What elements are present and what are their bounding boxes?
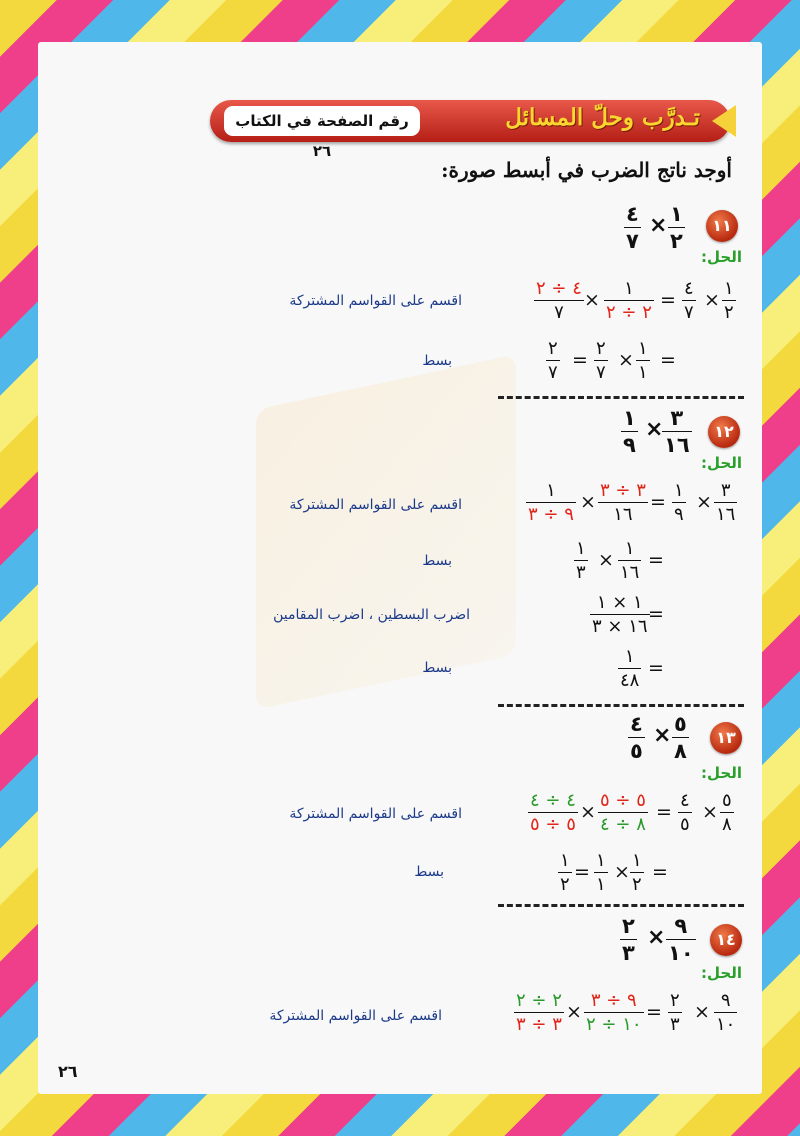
equals-sign: = — [656, 801, 672, 823]
equals-sign: = — [574, 861, 590, 883]
fraction: ٢ ٣ — [670, 990, 680, 1035]
section-banner — [210, 100, 730, 160]
book-watermark — [256, 354, 516, 709]
fraction: ١ ٢ — [632, 850, 642, 895]
equals-sign: = — [650, 491, 666, 513]
fraction: ٢ ÷ ٢ ٣ ÷ ٣ — [516, 990, 562, 1035]
solution-label: الحل: — [701, 248, 742, 266]
times-sign: × — [598, 549, 614, 571]
fraction: ٣ ١٦ — [716, 480, 736, 525]
fraction: ٢ ٧ — [596, 338, 606, 383]
fraction: ١ ٢ — [724, 278, 734, 323]
fraction: ١ ٢ — [560, 850, 570, 895]
step-note: بسط — [414, 864, 444, 880]
fraction: ١ ٢ — [670, 202, 683, 253]
step-note: اقسم على القواسم المشتركة — [289, 293, 462, 309]
equals-sign: = — [648, 549, 664, 571]
fraction: ٩ ÷ ٣ ١٠ ÷ ٢ — [586, 990, 642, 1035]
divider — [498, 904, 744, 907]
times-sign: × — [702, 801, 718, 823]
solution-label: الحل: — [701, 454, 742, 472]
problem-number: ١٤ — [710, 924, 742, 956]
fraction: ١ ٩ — [674, 480, 684, 525]
times-sign: × — [704, 289, 720, 311]
worksheet-page — [38, 42, 762, 1094]
fraction: ٥ ÷ ٥ ٨ ÷ ٤ — [600, 790, 646, 835]
solution-label: الحل: — [701, 764, 742, 782]
fraction: ٤ ÷ ٢ ٧ — [536, 278, 582, 323]
fraction: ١ × ١ ١٦ × ٣ — [592, 592, 648, 637]
equals-sign: = — [652, 861, 668, 883]
times-sign: × — [653, 723, 672, 748]
banner-arrow-icon — [712, 105, 736, 137]
fraction: ٢ ٣ — [622, 914, 635, 965]
times-sign: × — [696, 491, 712, 513]
exercise-heading: أوجد ناتج الضرب في أبسط صورة: — [441, 158, 732, 182]
fraction: ٤ ٧ — [684, 278, 694, 323]
equals-sign: = — [572, 349, 588, 371]
times-sign: × — [694, 1001, 710, 1023]
fraction: ٣ ÷ ٣ ١٦ — [600, 480, 646, 525]
book-page-reference: رقم الصفحة في الكتاب ٢٦ — [224, 106, 420, 136]
fraction: ٩ ١٠ — [716, 990, 736, 1035]
times-sign: × — [566, 1001, 582, 1023]
problem-number: ١٣ — [710, 722, 742, 754]
fraction: ٥ ٨ — [722, 790, 732, 835]
step-note: اقسم على القواسم المشتركة — [289, 806, 462, 822]
step-note: بسط — [422, 553, 452, 569]
divider — [498, 704, 744, 707]
equals-sign: = — [648, 603, 664, 625]
fraction: ١ ٣ — [576, 538, 586, 583]
equals-sign: = — [648, 657, 664, 679]
fraction: ٥ ٨ — [674, 712, 687, 763]
times-sign: × — [584, 289, 600, 311]
divider — [498, 396, 744, 399]
times-sign: × — [618, 349, 634, 371]
step-note: بسط — [422, 660, 452, 676]
fraction: ١ ١ — [596, 850, 606, 895]
fraction: ١ ٢ ÷ ٢ — [606, 278, 652, 323]
page-number: ٢٦ — [58, 1062, 78, 1081]
fraction: ٤ ٥ — [680, 790, 690, 835]
fraction: ١ ١ — [638, 338, 648, 383]
fraction: ٢ ٧ — [548, 338, 558, 383]
times-sign: × — [647, 925, 666, 950]
fraction: ٤ ٥ — [630, 712, 643, 763]
times-sign: × — [580, 801, 596, 823]
problem-number: ١١ — [706, 210, 738, 242]
equals-sign: = — [660, 289, 676, 311]
fraction: ١ ٩ ÷ ٣ — [528, 480, 574, 525]
fraction: ٣ ١٦ — [664, 406, 690, 457]
equals-sign: = — [646, 1001, 662, 1023]
banner-title: تـدرَّب وحلّ المسائل — [505, 104, 700, 131]
times-sign: × — [649, 213, 668, 238]
equals-sign: = — [660, 349, 676, 371]
solution-label: الحل: — [701, 964, 742, 982]
fraction: ١ ١٦ — [620, 538, 640, 583]
fraction: ٤ ٧ — [626, 202, 639, 253]
step-note: اقسم على القواسم المشتركة — [289, 497, 462, 513]
fraction: ١ ٩ — [623, 406, 636, 457]
fraction: ٤ ÷ ٤ ٥ ÷ ٥ — [530, 790, 576, 835]
times-sign: × — [580, 491, 596, 513]
step-note: اضرب البسطين ، اضرب المقامين — [273, 607, 470, 623]
step-note: اقسم على القواسم المشتركة — [269, 1008, 442, 1024]
times-sign: × — [614, 861, 630, 883]
times-sign: × — [645, 417, 664, 442]
problem-number: ١٢ — [708, 416, 740, 448]
fraction: ١ ٤٨ — [620, 646, 640, 691]
fraction: ٩ ١٠ — [668, 914, 694, 965]
step-note: بسط — [422, 353, 452, 369]
